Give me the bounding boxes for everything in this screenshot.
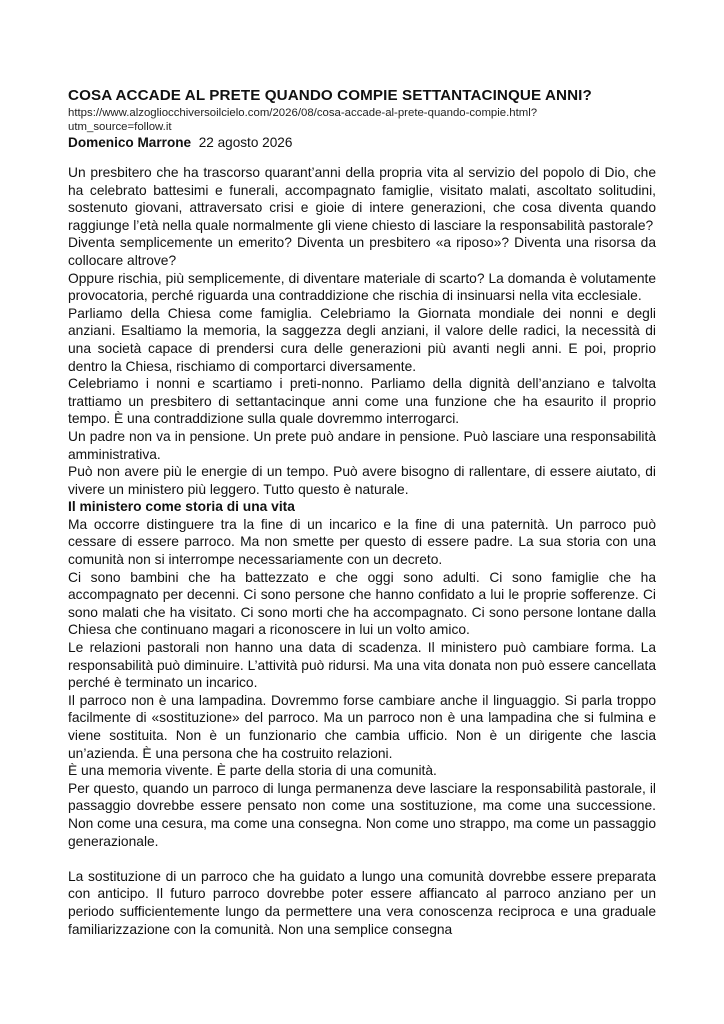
article xyxy=(68,86,656,938)
paragraph: Diventa semplicemente un emerito? Diventa un presbitero «a riposo»? Diventa una risorsa da collocare altrove? xyxy=(68,235,656,268)
paragraph: Un presbitero che ha trascorso quarant’anni della propria vita al servizio del popolo di Dio, che ha celebrato battesimi e funerali, accompagnato famiglie, visitato malati, ascoltato solitudini, sostenuto giovani, attraversato crisi e gioie di intere generazioni, che cosa diventa quando raggiunge l’età nella quale normalmente gli viene chiesto di lasciare la responsabilità pastorale? xyxy=(68,165,656,233)
paragraph: Le relazioni pastorali non hanno una data di scadenza. Il ministero può cambiare forma. La responsabilità può diminuire. L’attività può ridursi. Ma una vita donata non può essere cancellata perché è terminato un incarico. xyxy=(68,640,656,691)
paragraph: Parliamo della Chiesa come famiglia. Celebriamo la Giornata mondiale dei nonni e degli anziani. Esaltiamo la memoria, la saggezza degli anziani, il valore delle radici, la necessità di una società capace di prendersi cura delle generazioni più avanti negli anni. E poi, proprio dentro la Chiesa, rischiamo di comportarci diversamente. xyxy=(68,305,656,374)
paragraph: La sostituzione di un parroco che ha guidato a lungo una comunità dovrebbe essere preparata con anticipo. Il futuro parroco dovrebbe poter essere affiancato al parroco anziano per un periodo sufficientemente lungo da permettere una vera conoscenza reciproca e una graduale familiarizzazione con la comunità. Non una semplice consegna xyxy=(68,868,656,937)
paragraph: Per questo, quando un parroco di lunga permanenza deve lasciare la responsabilità pastorale, il passaggio dovrebbe essere pensato non come una sostituzione, ma come una successione. Non come una cesura, ma come una consegna. Non come uno strappo, ma come un passaggio generazionale. xyxy=(68,780,656,849)
paragraph: Ma occorre distinguere tra la fine di un incarico e la fine di una paternità. Un parroco può cessare di essere parroco. Ma non smette per questo di essere padre. La sua storia con una comunità non si interrompe necessariamente con un decreto. xyxy=(68,516,656,568)
paragraph: Celebriamo i nonni e scartiamo i preti-nonno. Parliamo della dignità dell’anziano e talvolta trattiamo un presbitero di settantacinque anni come una funzione che ha esaurito il proprio tempo. È una contraddizione sulla quale dovremmo interrogarci. xyxy=(68,376,656,427)
paragraph: Oppure rischia, più semplicemente, di diventare materiale di scarto? La domanda è volutamente provocatoria, perché riguarda una contraddizione che rischia di insinuarsi nella vita ecclesiale. xyxy=(68,270,656,304)
paragraph: Ci sono bambini che ha battezzato e che oggi sono adulti. Ci sono famiglie che ha accompagnato per decenni. Ci sono persone che hanno confidato a lui le proprie sofferenze. Ci sono malati che ha visitato. Ci sono morti che ha accompagnato. Ci sono persone lontane dalla Chiesa che continuano magari a riconoscere in lui un volto amico. xyxy=(68,569,656,638)
byline xyxy=(68,134,656,152)
author-name: Domenico Marrone xyxy=(68,135,192,150)
paragraph-gap xyxy=(68,850,656,868)
paragraph: Il parroco non è una lampadina. Dovremmo forse cambiare anche il linguaggio. Si parla troppo facilmente di «sostituzione» del parroco. Ma un parroco non è una lampadina che si fulmina e viene sostituita. Non è un funzionario che cambia ufficio. Non è un dirigente che lascia un’azienda. È una persona che ha costruito relazioni. xyxy=(68,692,656,761)
article-title: COSA ACCADE AL PRETE QUANDO COMPIE SETTANTACINQUE ANNI? xyxy=(68,87,592,104)
section-heading: Il ministero come storia di una vita xyxy=(68,499,295,515)
paragraph: Un padre non va in pensione. Un prete può andare in pensione. Può lasciare una responsabilità amministrativa. xyxy=(68,428,656,462)
paragraph: Può non avere più le energie di un tempo. Può avere bisogno di rallentare, di essere aiutato, di vivere un ministero più leggero. Tutto questo è naturale. xyxy=(68,464,656,497)
article-url[interactable]: https://www.alzogliocchiversoilcielo.com/2026/08/cosa-accade-al-prete-quando-compie.html?utm_source=follow.it xyxy=(68,107,538,133)
publish-date: 22 agosto 2026 xyxy=(198,135,293,150)
paragraph: È una memoria vivente. È parte della storia di una comunità. xyxy=(68,763,437,779)
